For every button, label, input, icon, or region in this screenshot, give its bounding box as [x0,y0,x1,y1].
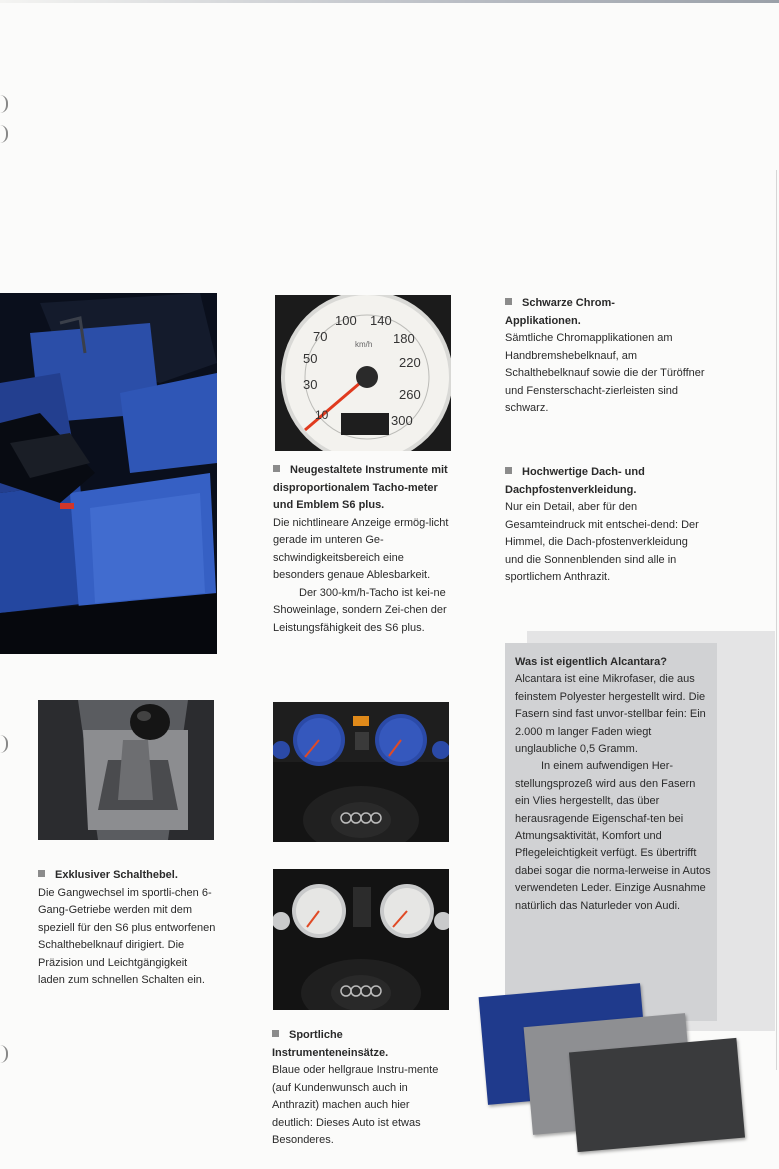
binder-ring [0,95,8,113]
blue-instruments-photo [273,702,449,842]
alcantara-block [515,654,713,915]
speedo-label: 300 [391,413,413,428]
binder-ring [0,1045,8,1063]
panel-heading: Was ist eigentlich Alcantara? [515,656,668,668]
shift-lever-block [38,867,216,990]
section-heading: Neugestaltete Instrumente mit disproportionalem Tacho-meter und Emblem S6 plus. [273,464,448,511]
section-heading: Sportliche Instrumenteneinsätze. [272,1029,389,1059]
binder-ring [0,125,8,143]
speedo-label: 10 [315,408,329,422]
speedo-label: 220 [399,355,421,370]
section-body: Blaue oder hellgraue Instru-mente (auf Kundenwunsch auch in Anthrazit) machen auch hier deutlich: Dieses Auto ist etwas Besonderes. [272,1064,439,1146]
square-bullet-icon [273,465,280,472]
speedo-label: 140 [370,313,392,328]
speedo-label: 50 [303,351,318,366]
panel-body: Alcantara ist eine Mikrofaser, die aus feinstem Polyester hergestellt wird. Die Fasern sind fast unvor-stellbar fein: Ein 2.000 m langer Faden wiegt unglaubliche 0,5 Gramm. [515,673,706,756]
grey-instruments-photo [273,869,449,1010]
section-body: Nur ein Detail, aber für den Gesamteindruck mit entschei-dend: Der Himmel, die Dach-pfostenverkleidung und die Sonnenblenden sind alle in sportlichem Anthrazit. [505,501,699,583]
speedo-unit: km/h [355,340,373,349]
section-body: Die nichtlineare Anzeige ermög-licht gerade im unteren Ge-schwindigkeitsbereich eine besonders genaue Ablesbarkeit. [273,516,449,581]
section-heading: Hochwertige Dach- und Dachpfostenverkleidung. [505,466,645,496]
speedo-label: 260 [399,387,421,402]
binder-ring [0,735,8,753]
shift-lever-photo [38,700,214,840]
square-bullet-icon [38,870,45,877]
speedo-label: 180 [393,331,415,346]
instrument-inserts-block [272,1027,450,1150]
square-bullet-icon [505,298,512,305]
section-heading: Exklusiver Schalthebel. [55,869,178,881]
chrome-applications-block [505,295,705,418]
section-body: Die Gangwechsel im sportli-chen 6-Gang-Getriebe werden mit dem speziell für den S6 plus entworfenen Schalthebelknauf dirigiert. Die Präzision und Leichtgängigkeit laden zum schnellen Schalten ein. [38,886,216,986]
panel-body-2: In einem aufwendigen Her-stellungsprozeß wird aus den Fasern ein Vlies hergestellt, das über herausragende Eigenschaf-ten bei Atmungsaktivität, Komfort und Pflegeleichtigkeit verfügt. Es übertrifft dabei sogar die norma-lerweise in Autos verwendeten Leder. Einzige Ausnahme natürlich das Naturleder von Audi. [515,760,711,912]
speedo-label: 70 [313,329,328,344]
seat-interior-photo [0,293,217,654]
section-body: Sämtliche Chromapplikationen am Handbremshebelknauf, am Schalthebelknauf sowie die der Türöffner und Fensterschacht-zierleisten sind schwarz. [505,332,705,414]
roof-lining-block [505,464,700,587]
section-body-2: Der 300-km/h-Tacho ist kei-ne Showeinlage, sondern Zei-chen der Leistungsfähigkeit des S6 plus. [273,586,447,634]
speedo-label: 100 [335,313,357,328]
square-bullet-icon [505,467,512,474]
section-heading: Schwarze Chrom- Applikationen. [505,297,615,327]
instruments-block [273,462,453,637]
page-right-edge [776,170,777,1070]
page-top-edge [0,0,779,3]
speedometer-photo [275,295,451,451]
anthracite-fabric-swatch [569,1038,745,1152]
square-bullet-icon [272,1030,279,1037]
speedo-label: 30 [303,377,318,392]
